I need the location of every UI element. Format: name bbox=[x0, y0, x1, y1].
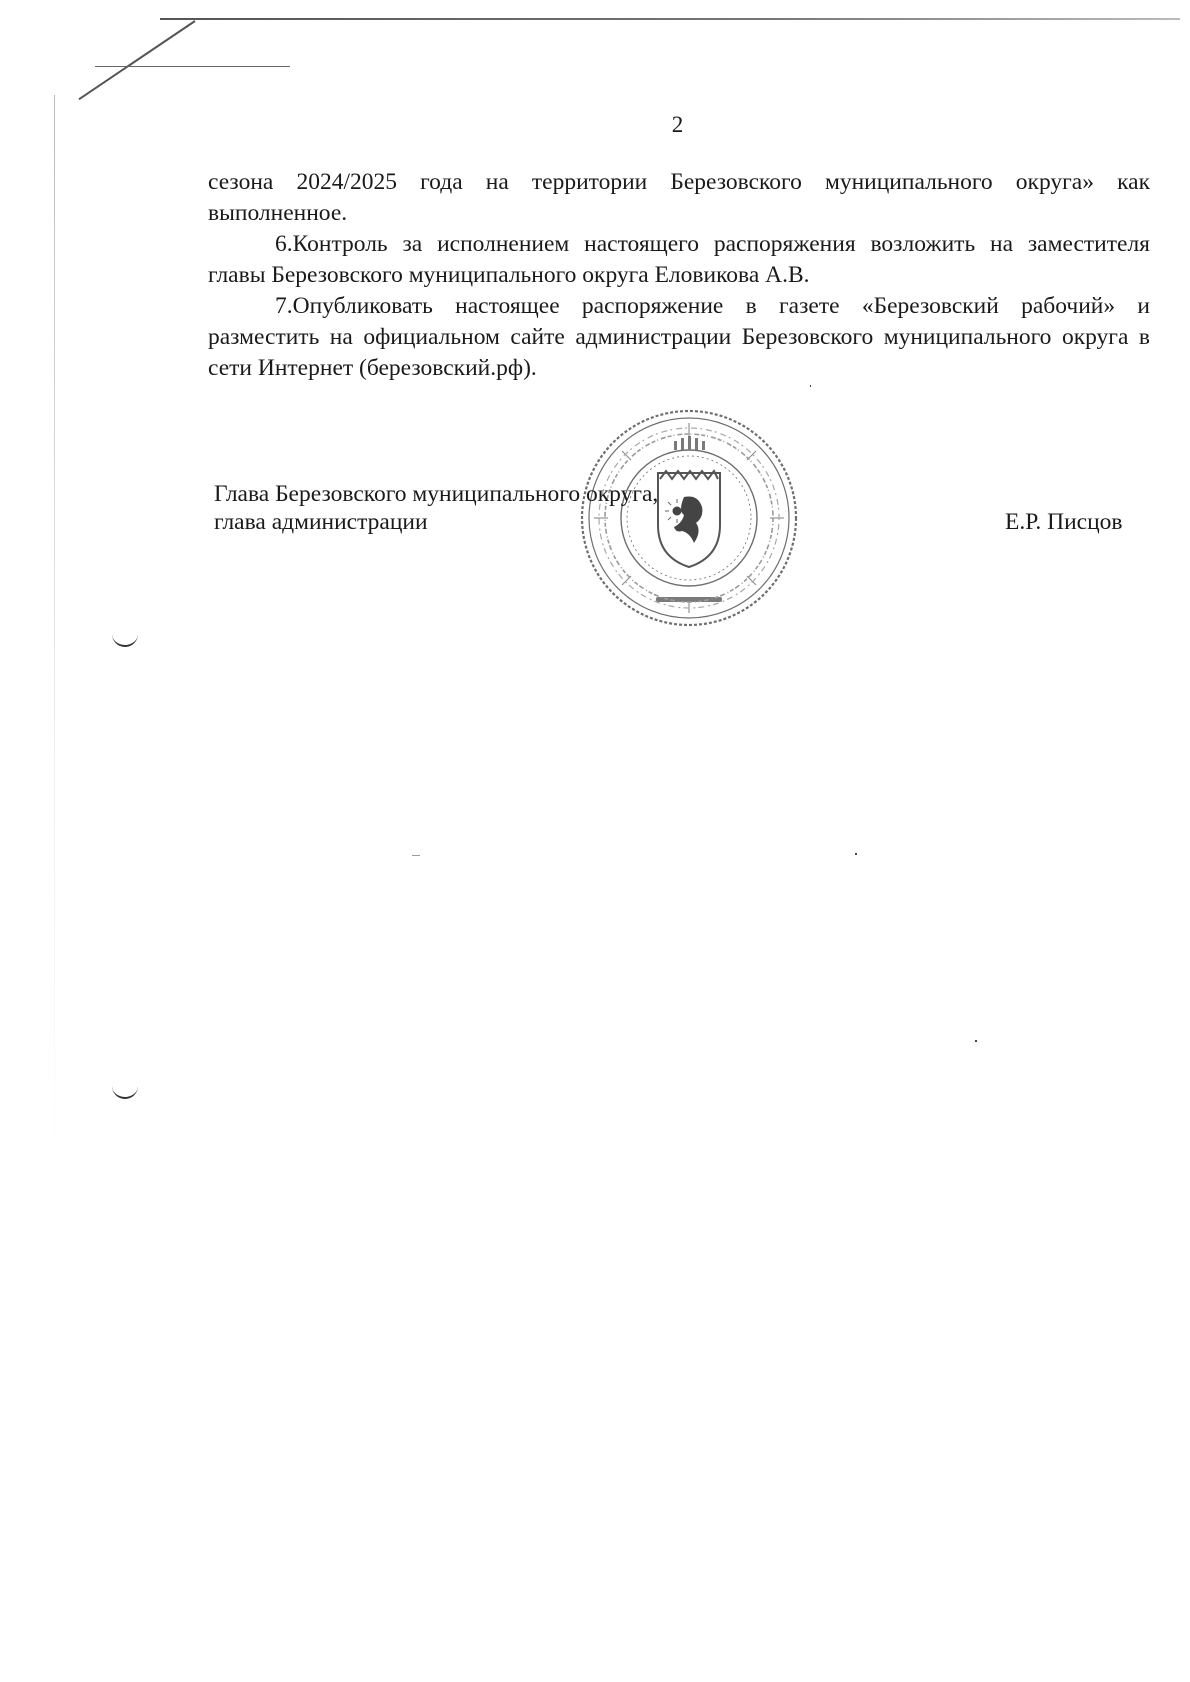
scan-edge-short bbox=[95, 66, 290, 67]
scan-speck bbox=[975, 1040, 977, 1042]
signature-position-line-2: глава администрации bbox=[214, 509, 428, 535]
scan-edge-corner bbox=[78, 20, 195, 100]
scan-edge-left bbox=[54, 95, 55, 1195]
scan-edge-top bbox=[160, 18, 1180, 20]
punch-hole-mark bbox=[112, 1085, 138, 1099]
paragraph-continuation: сезона 2024/2025 года на территории Березовского муниципального округа» как выполненное. bbox=[208, 169, 1150, 226]
punch-hole-mark bbox=[112, 633, 138, 647]
scan-speck bbox=[810, 385, 811, 387]
scan-speck bbox=[855, 853, 857, 855]
scan-speck bbox=[412, 855, 420, 856]
page-number: 2 bbox=[671, 112, 684, 137]
signatory-name: Е.Р. Писцов bbox=[1005, 509, 1123, 535]
body-text bbox=[208, 167, 1150, 384]
paragraph-item-6: 6.Контроль за исполнением настоящего распоряжения возложить на заместителя главы Березовского муниципального округа Еловикова А.В. bbox=[208, 231, 1150, 288]
paragraph-item-7: 7.Опубликовать настоящее распоряжение в газете «Березовский рабочий» и разместить на официальном сайте администрации Березовского муниципального округа в сети Интернет (березовский.рф). bbox=[208, 293, 1150, 381]
signature-position bbox=[214, 480, 658, 536]
signature-position-line-1: Глава Березовского муниципального округа, bbox=[214, 481, 659, 507]
